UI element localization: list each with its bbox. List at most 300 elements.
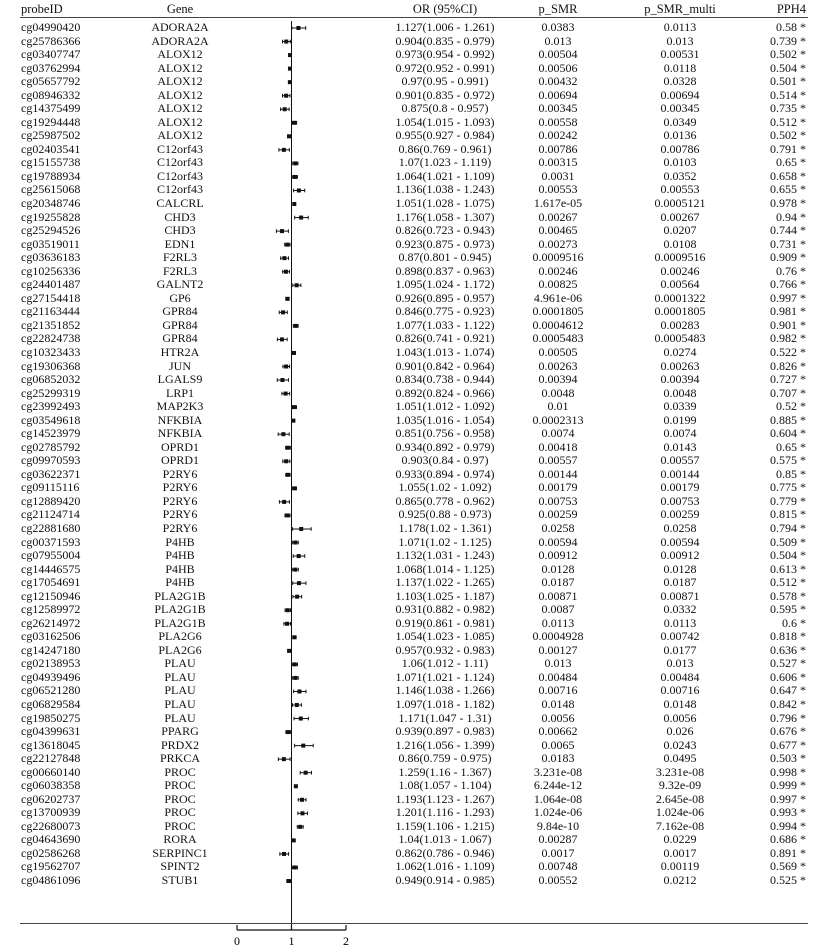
or-point bbox=[287, 879, 291, 883]
ci-mark bbox=[285, 608, 290, 612]
or-ci-cell: 1.132(1.031 - 1.243) bbox=[395, 548, 495, 563]
header-pph4: PPH4 bbox=[776, 2, 806, 16]
or-ci-cell: 1.216(1.056 - 1.399) bbox=[395, 737, 495, 752]
probe-id-cell: cg00660140 bbox=[21, 764, 81, 779]
probe-id-cell: cg06829584 bbox=[21, 697, 81, 711]
or-ci-cell: 1.077(1.033 - 1.122) bbox=[395, 317, 495, 332]
ci-mark bbox=[278, 432, 289, 436]
p-smr-multi-cell: 0.00263 bbox=[660, 358, 700, 373]
p-smr-multi-cell: 9.32e-09 bbox=[658, 778, 702, 793]
p-smr-cell: 0.00287 bbox=[538, 832, 578, 847]
probe-id-cell: cg00371593 bbox=[21, 534, 81, 549]
probe-id-cell: cg17054691 bbox=[21, 575, 81, 590]
gene-cell: PLA2G1B bbox=[154, 602, 206, 617]
probe-id-cell: cg09115116 bbox=[21, 480, 80, 495]
or-point bbox=[300, 798, 304, 802]
probe-id-cell: cg06202737 bbox=[21, 791, 81, 806]
ci-mark bbox=[285, 243, 290, 247]
gene-cell: ALOX12 bbox=[157, 74, 203, 89]
ci-mark bbox=[291, 419, 295, 423]
ci-mark bbox=[281, 256, 289, 260]
probe-id-cell: cg19562707 bbox=[21, 859, 81, 874]
pph4-cell: 0.58 * bbox=[776, 20, 806, 34]
p-smr-cell: 0.00506 bbox=[538, 60, 578, 75]
ci-mark bbox=[300, 771, 311, 775]
header-or-ci: OR (95%CI) bbox=[412, 2, 478, 16]
p-smr-multi-cell: 0.0332 bbox=[663, 602, 697, 617]
probe-id-cell: cg02785792 bbox=[21, 439, 81, 454]
or-point bbox=[300, 811, 304, 815]
ci-mark bbox=[285, 513, 290, 517]
probe-id-cell: cg06852032 bbox=[21, 372, 81, 387]
or-ci-cell: 0.846(0.775 - 0.923) bbox=[395, 304, 495, 319]
p-smr-multi-cell: 0.0274 bbox=[663, 344, 697, 359]
or-ci-cell: 1.07(1.023 - 1.119) bbox=[398, 155, 492, 170]
probe-id-cell: cg04399631 bbox=[21, 724, 81, 739]
probe-id-cell: cg03407747 bbox=[21, 47, 81, 62]
probe-id-cell: cg22881680 bbox=[21, 520, 81, 535]
or-point bbox=[280, 229, 284, 233]
ci-mark bbox=[279, 500, 289, 504]
probe-id-cell: cg12889420 bbox=[21, 493, 81, 508]
probe-id-cell: cg06521280 bbox=[21, 683, 81, 698]
ci-mark bbox=[284, 622, 291, 626]
or-ci-cell: 1.136(1.038 - 1.243) bbox=[395, 182, 495, 197]
gene-cell: P2RY6 bbox=[162, 493, 198, 508]
p-smr-cell: 3.231e-08 bbox=[533, 764, 583, 779]
or-ci-cell: 0.865(0.778 - 0.962) bbox=[395, 493, 495, 508]
p-smr-multi-cell: 0.0187 bbox=[663, 575, 697, 590]
gene-cell: P2RY6 bbox=[162, 507, 198, 522]
p-smr-cell: 0.00594 bbox=[538, 534, 578, 549]
probe-id-cell: cg04861096 bbox=[21, 873, 81, 888]
or-point bbox=[281, 310, 285, 314]
probe-id-cell: cg27154418 bbox=[21, 290, 81, 305]
gene-cell: OPRD1 bbox=[160, 439, 199, 454]
pph4-cell: 0.842 * bbox=[770, 697, 806, 711]
ci-mark bbox=[285, 297, 289, 301]
ci-mark bbox=[287, 649, 291, 653]
p-smr-cell: 4.961e-06 bbox=[533, 290, 583, 305]
p-smr-multi-cell: 0.0143 bbox=[663, 439, 697, 454]
ci-mark bbox=[293, 527, 312, 531]
probe-id-cell: cg20348746 bbox=[21, 196, 81, 211]
p-smr-cell: 0.0074 bbox=[541, 426, 575, 441]
or-point bbox=[299, 717, 303, 721]
ci-mark bbox=[283, 40, 291, 44]
ci-mark bbox=[292, 662, 297, 666]
p-smr-cell: 0.0031 bbox=[541, 168, 575, 183]
or-ci-cell: 0.862(0.786 - 0.946) bbox=[395, 845, 495, 860]
ci-mark bbox=[280, 852, 289, 856]
gene-cell: GALNT2 bbox=[156, 277, 204, 292]
p-smr-multi-cell: 0.0495 bbox=[663, 751, 697, 766]
p-smr-cell: 0.00825 bbox=[538, 277, 578, 292]
pph4-cell: 0.509 * bbox=[770, 534, 806, 549]
p-smr-cell: 0.00748 bbox=[538, 859, 578, 874]
ci-mark bbox=[293, 324, 298, 328]
p-smr-cell: 6.244e-12 bbox=[533, 778, 583, 793]
or-point bbox=[293, 541, 297, 545]
p-smr-multi-cell: 0.0349 bbox=[663, 114, 697, 129]
p-smr-multi-cell: 0.00484 bbox=[660, 669, 700, 684]
or-ci-cell: 0.957(0.932 - 0.983) bbox=[395, 642, 495, 657]
ci-mark bbox=[298, 798, 306, 802]
p-smr-cell: 0.00694 bbox=[538, 87, 578, 102]
gene-cell: PROC bbox=[164, 764, 196, 779]
pph4-cell: 0.613 * bbox=[770, 561, 806, 576]
ci-mark bbox=[295, 216, 309, 220]
probe-id-cell: cg19294448 bbox=[21, 114, 81, 129]
p-smr-multi-cell: 1.024e-06 bbox=[655, 805, 705, 820]
probe-id-cell: cg26214972 bbox=[21, 615, 81, 630]
ci-mark bbox=[283, 459, 290, 463]
or-point bbox=[291, 419, 295, 423]
p-smr-cell: 0.0004612 bbox=[532, 317, 584, 332]
gene-cell: PPARG bbox=[161, 724, 199, 739]
or-point bbox=[297, 581, 301, 585]
p-smr-cell: 0.00484 bbox=[538, 669, 578, 684]
or-ci-cell: 0.955(0.927 - 0.984) bbox=[395, 128, 495, 143]
or-point bbox=[301, 744, 305, 748]
p-smr-cell: 0.0383 bbox=[541, 20, 575, 34]
probe-id-cell: cg14247180 bbox=[21, 642, 81, 657]
p-smr-multi-cell: 0.00694 bbox=[660, 87, 700, 102]
or-ci-cell: 0.97(0.95 - 0.991) bbox=[401, 74, 489, 89]
or-point bbox=[295, 283, 299, 287]
p-smr-cell: 0.00127 bbox=[538, 642, 578, 657]
ci-mark bbox=[293, 541, 299, 545]
p-smr-multi-cell: 0.00531 bbox=[660, 47, 700, 62]
x-tick-label: 2 bbox=[343, 934, 349, 948]
pph4-cell: 0.522 * bbox=[770, 344, 806, 359]
or-ci-cell: 0.972(0.952 - 0.991) bbox=[395, 60, 495, 75]
probe-id-cell: cg21124714 bbox=[21, 507, 80, 522]
or-point bbox=[292, 635, 296, 639]
or-point bbox=[295, 703, 299, 707]
pph4-cell: 0.744 * bbox=[770, 223, 806, 238]
p-smr-multi-cell: 0.0148 bbox=[663, 697, 697, 711]
gene-cell: ALOX12 bbox=[157, 128, 203, 143]
or-point bbox=[298, 825, 302, 829]
or-ci-cell: 0.904(0.835 - 0.979) bbox=[395, 33, 495, 48]
p-smr-multi-cell: 0.0001805 bbox=[654, 304, 706, 319]
p-smr-cell: 0.00716 bbox=[538, 683, 578, 698]
ci-mark bbox=[283, 94, 290, 98]
ci-mark bbox=[292, 202, 296, 206]
p-smr-cell: 0.00273 bbox=[538, 236, 578, 251]
pph4-cell: 0.578 * bbox=[770, 588, 806, 603]
p-smr-multi-cell: 0.0113 bbox=[663, 615, 697, 630]
p-smr-cell: 9.84e-10 bbox=[536, 818, 580, 833]
or-ci-cell: 1.064(1.021 - 1.109) bbox=[395, 168, 495, 183]
p-smr-cell: 1.064e-08 bbox=[533, 791, 583, 806]
probe-id-cell: cg14446575 bbox=[21, 561, 81, 576]
or-ci-cell: 1.259(1.16 - 1.367) bbox=[398, 764, 492, 779]
p-smr-cell: 0.00557 bbox=[538, 453, 578, 468]
or-ci-cell: 1.176(1.058 - 1.307) bbox=[395, 209, 495, 224]
or-ci-cell: 0.86(0.759 - 0.975) bbox=[398, 751, 492, 766]
or-ci-cell: 0.826(0.741 - 0.921) bbox=[395, 331, 495, 346]
pph4-cell: 0.791 * bbox=[770, 141, 806, 156]
or-ci-cell: 0.926(0.895 - 0.957) bbox=[395, 290, 495, 305]
p-smr-cell: 0.00912 bbox=[538, 548, 578, 563]
p-smr-multi-cell: 0.0243 bbox=[663, 737, 697, 752]
p-smr-cell: 0.0065 bbox=[541, 737, 575, 752]
p-smr-multi-cell: 0.0103 bbox=[663, 155, 697, 170]
probe-id-cell: cg02586268 bbox=[21, 845, 81, 860]
gene-cell: HTR2A bbox=[160, 344, 200, 359]
pph4-cell: 0.999 * bbox=[770, 778, 806, 793]
p-smr-multi-cell: 0.0229 bbox=[663, 832, 697, 847]
probe-id-cell: cg04990420 bbox=[21, 20, 81, 34]
p-smr-cell: 0.0187 bbox=[541, 575, 575, 590]
or-point bbox=[304, 771, 308, 775]
pph4-cell: 0.503 * bbox=[770, 751, 806, 766]
gene-cell: PROC bbox=[164, 778, 196, 793]
p-smr-cell: 0.0009516 bbox=[532, 250, 584, 265]
pph4-cell: 0.826 * bbox=[770, 358, 806, 373]
p-smr-cell: 0.0183 bbox=[541, 751, 575, 766]
p-smr-cell: 0.0087 bbox=[541, 602, 575, 617]
ci-mark bbox=[293, 175, 298, 179]
ci-mark bbox=[292, 121, 296, 125]
or-ci-cell: 1.08(1.057 - 1.104) bbox=[398, 778, 492, 793]
probe-id-cell: cg03636183 bbox=[21, 250, 81, 265]
probe-id-cell: cg02138953 bbox=[21, 656, 81, 671]
or-ci-cell: 1.159(1.106 - 1.215) bbox=[395, 818, 495, 833]
or-point bbox=[297, 188, 301, 192]
or-point bbox=[285, 297, 289, 301]
p-smr-multi-cell: 0.0136 bbox=[663, 128, 697, 143]
gene-cell: EDN1 bbox=[164, 236, 196, 251]
probe-id-cell: cg15155738 bbox=[21, 155, 81, 170]
or-ci-cell: 0.834(0.738 - 0.944) bbox=[395, 372, 495, 387]
or-ci-cell: 0.86(0.769 - 0.961) bbox=[398, 141, 492, 156]
or-ci-cell: 0.898(0.837 - 0.963) bbox=[395, 263, 495, 278]
p-smr-multi-cell: 0.00394 bbox=[660, 372, 700, 387]
or-ci-cell: 1.04(1.013 - 1.067) bbox=[398, 832, 492, 847]
pph4-cell: 0.982 * bbox=[770, 331, 806, 346]
gene-cell: PROC bbox=[164, 791, 196, 806]
gene-cell: ALOX12 bbox=[157, 87, 203, 102]
pph4-cell: 0.604 * bbox=[770, 426, 806, 441]
pph4-cell: 0.891 * bbox=[770, 845, 806, 860]
pph4-cell: 0.525 * bbox=[770, 873, 806, 888]
p-smr-multi-cell: 0.00119 bbox=[660, 859, 700, 874]
or-ci-cell: 1.071(1.02 - 1.125) bbox=[398, 534, 492, 549]
probe-id-cell: cg08946332 bbox=[21, 87, 81, 102]
p-smr-multi-cell: 0.0212 bbox=[663, 873, 697, 888]
or-point bbox=[284, 459, 288, 463]
ci-mark bbox=[293, 554, 305, 558]
gene-cell: GPR84 bbox=[162, 304, 198, 319]
or-point bbox=[284, 270, 288, 274]
p-smr-cell: 0.00552 bbox=[538, 873, 578, 888]
gene-cell: NFKBIA bbox=[157, 426, 203, 441]
p-smr-multi-cell: 0.0199 bbox=[663, 412, 697, 427]
or-point bbox=[293, 161, 297, 165]
or-ci-cell: 1.051(1.028 - 1.075) bbox=[395, 196, 495, 211]
ci-mark bbox=[286, 446, 291, 450]
header-p-smr: p_SMR bbox=[538, 2, 578, 16]
or-ci-cell: 0.892(0.824 - 0.966) bbox=[395, 385, 495, 400]
gene-cell: PLAU bbox=[164, 683, 196, 698]
ci-mark bbox=[283, 270, 290, 274]
probe-id-cell: cg22127848 bbox=[21, 751, 81, 766]
or-ci-cell: 1.103(1.025 - 1.187) bbox=[395, 588, 495, 603]
p-smr-multi-cell: 0.00283 bbox=[660, 317, 700, 332]
ci-mark bbox=[292, 865, 297, 869]
or-ci-cell: 1.193(1.123 - 1.267) bbox=[395, 791, 495, 806]
ci-mark bbox=[294, 689, 306, 693]
pph4-cell: 0.997 * bbox=[770, 290, 806, 305]
p-smr-cell: 0.0002313 bbox=[532, 412, 584, 427]
p-smr-cell: 0.00871 bbox=[538, 588, 578, 603]
ci-mark bbox=[281, 107, 290, 111]
p-smr-multi-cell: 0.0113 bbox=[663, 20, 697, 34]
ci-mark bbox=[298, 811, 308, 815]
gene-cell: ADORA2A bbox=[151, 20, 209, 34]
probe-id-cell: cg10256336 bbox=[21, 263, 81, 278]
pph4-cell: 0.85 * bbox=[776, 466, 806, 481]
probe-id-cell: cg19850275 bbox=[21, 710, 81, 725]
ci-mark bbox=[292, 26, 306, 30]
p-smr-multi-cell: 0.0005483 bbox=[654, 331, 706, 346]
or-ci-cell: 1.06(1.012 - 1.11) bbox=[401, 656, 489, 671]
gene-cell: PLA2G6 bbox=[158, 629, 202, 644]
gene-cell: ALOX12 bbox=[157, 60, 203, 75]
or-point bbox=[292, 121, 296, 125]
gene-cell: GP6 bbox=[169, 290, 191, 305]
gene-cell: PLAU bbox=[164, 656, 196, 671]
probe-id-cell: cg04939496 bbox=[21, 669, 81, 684]
or-point bbox=[292, 405, 296, 409]
p-smr-multi-cell: 0.00564 bbox=[660, 277, 700, 292]
pph4-cell: 0.766 * bbox=[770, 277, 806, 292]
pph4-cell: 0.502 * bbox=[770, 128, 806, 143]
gene-cell: PLAU bbox=[164, 710, 196, 725]
pph4-cell: 0.52 * bbox=[776, 399, 806, 414]
pph4-cell: 0.885 * bbox=[770, 412, 806, 427]
ci-mark bbox=[292, 838, 296, 842]
or-ci-cell: 1.201(1.116 - 1.293) bbox=[395, 805, 495, 820]
ci-mark bbox=[277, 378, 288, 382]
probe-id-cell: cg21351852 bbox=[21, 317, 81, 332]
ci-mark bbox=[287, 134, 291, 138]
pph4-cell: 0.707 * bbox=[770, 385, 806, 400]
p-smr-cell: 1.617e-05 bbox=[533, 196, 583, 211]
or-ci-cell: 1.137(1.022 - 1.265) bbox=[395, 575, 495, 590]
probe-id-cell: cg14375499 bbox=[21, 101, 81, 116]
or-point bbox=[299, 527, 303, 531]
p-smr-cell: 0.00179 bbox=[538, 480, 578, 495]
p-smr-multi-cell: 0.00871 bbox=[660, 588, 700, 603]
p-smr-multi-cell: 3.231e-08 bbox=[655, 764, 705, 779]
p-smr-multi-cell: 0.00912 bbox=[660, 548, 700, 563]
gene-cell: P4HB bbox=[165, 548, 195, 563]
p-smr-multi-cell: 7.162e-08 bbox=[655, 818, 705, 833]
or-ci-cell: 0.901(0.842 - 0.964) bbox=[395, 358, 495, 373]
gene-cell: PLA2G1B bbox=[154, 588, 206, 603]
probe-id-cell: cg19306368 bbox=[21, 358, 81, 373]
or-ci-cell: 0.973(0.954 - 0.992) bbox=[395, 47, 495, 62]
p-smr-cell: 0.013 bbox=[544, 33, 572, 48]
header-gene: Gene bbox=[166, 2, 194, 16]
p-smr-multi-cell: 0.013 bbox=[666, 656, 694, 671]
probe-id-cell: cg19788934 bbox=[21, 168, 81, 183]
or-point bbox=[282, 757, 286, 761]
or-point bbox=[286, 473, 290, 477]
or-point bbox=[286, 446, 290, 450]
or-point bbox=[292, 351, 296, 355]
or-ci-cell: 1.062(1.016 - 1.109) bbox=[395, 859, 495, 874]
pph4-cell: 0.65 * bbox=[776, 155, 806, 170]
probe-id-cell: cg03622371 bbox=[21, 466, 81, 481]
pph4-cell: 0.796 * bbox=[770, 710, 806, 725]
or-point bbox=[292, 486, 296, 490]
or-point bbox=[294, 784, 298, 788]
or-ci-cell: 1.095(1.024 - 1.172) bbox=[395, 277, 495, 292]
pph4-cell: 0.94 * bbox=[776, 209, 806, 224]
pph4-cell: 0.998 * bbox=[770, 764, 806, 779]
or-ci-cell: 1.127(1.006 - 1.261) bbox=[395, 20, 495, 34]
gene-cell: C12orf43 bbox=[157, 141, 203, 156]
or-ci-cell: 0.919(0.861 - 0.981) bbox=[395, 615, 495, 630]
ci-mark bbox=[293, 161, 298, 165]
or-point bbox=[285, 513, 289, 517]
or-ci-cell: 1.097(1.018 - 1.182) bbox=[395, 697, 495, 711]
p-smr-cell: 0.0113 bbox=[541, 615, 575, 630]
pph4-cell: 0.606 * bbox=[770, 669, 806, 684]
probe-id-cell: cg25786366 bbox=[21, 33, 81, 48]
gene-cell: C12orf43 bbox=[157, 168, 203, 183]
header-probe-id: probeID bbox=[21, 2, 63, 16]
p-smr-cell: 0.01 bbox=[547, 399, 569, 414]
gene-cell: LRP1 bbox=[165, 385, 194, 400]
pph4-cell: 0.504 * bbox=[770, 60, 806, 75]
pph4-cell: 0.502 * bbox=[770, 47, 806, 62]
ci-mark bbox=[277, 337, 287, 341]
or-point bbox=[284, 40, 288, 44]
p-smr-cell: 0.013 bbox=[544, 656, 572, 671]
gene-cell: PRKCA bbox=[159, 751, 200, 766]
pph4-cell: 0.815 * bbox=[770, 507, 806, 522]
gene-cell: C12orf43 bbox=[157, 155, 203, 170]
or-ci-cell: 0.901(0.835 - 0.972) bbox=[395, 87, 495, 102]
p-smr-cell: 0.00753 bbox=[538, 493, 578, 508]
pph4-cell: 0.676 * bbox=[770, 724, 806, 739]
gene-cell: ALOX12 bbox=[157, 47, 203, 62]
or-ci-cell: 0.87(0.801 - 0.945) bbox=[398, 250, 492, 265]
pph4-cell: 0.647 * bbox=[770, 683, 806, 698]
probe-id-cell: cg13700939 bbox=[21, 805, 81, 820]
or-point bbox=[284, 94, 288, 98]
gene-cell: PROC bbox=[164, 818, 196, 833]
p-smr-cell: 0.0017 bbox=[541, 845, 575, 860]
pph4-cell: 0.994 * bbox=[770, 818, 806, 833]
probe-id-cell: cg09970593 bbox=[21, 453, 81, 468]
probe-id-cell: cg10323433 bbox=[21, 344, 81, 359]
ci-mark bbox=[283, 365, 290, 369]
p-smr-multi-cell: 0.0328 bbox=[663, 74, 697, 89]
probe-id-cell: cg25294526 bbox=[21, 223, 81, 238]
gene-cell: CALCRL bbox=[156, 196, 204, 211]
p-smr-multi-cell: 0.0017 bbox=[663, 845, 697, 860]
p-smr-multi-cell: 2.645e-08 bbox=[655, 791, 705, 806]
probe-id-cell: cg25615068 bbox=[21, 182, 81, 197]
or-point bbox=[293, 676, 297, 680]
